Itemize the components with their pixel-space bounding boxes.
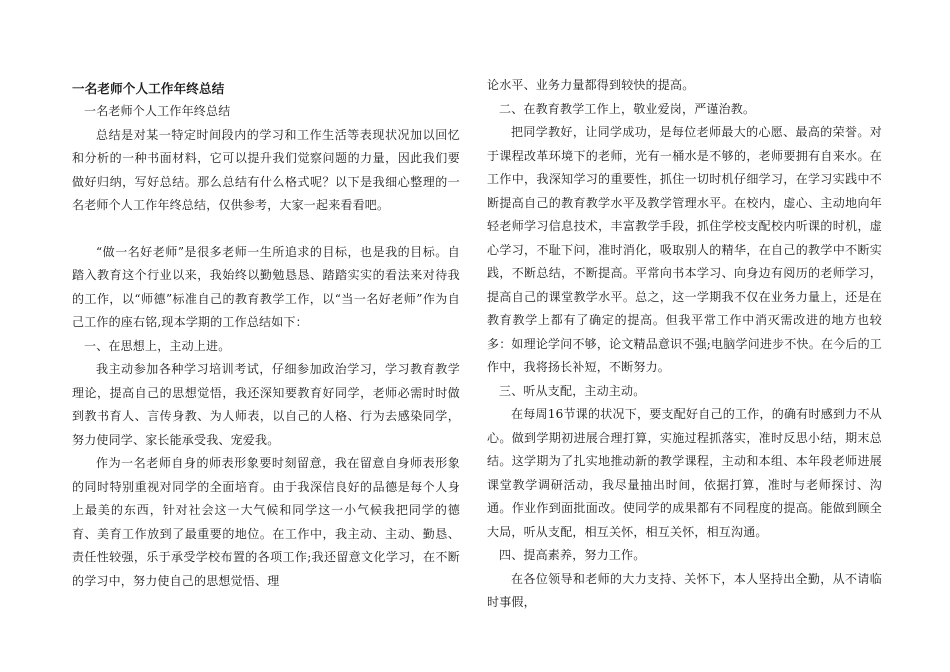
section-heading: 二、在教育教学工作上，敬业爱岗，严谨治教。 bbox=[499, 101, 756, 116]
body-paragraph: 把同学教好，让同学成功，是每位老师最大的心愿、最高的荣誉。对于课程改革环境下的老师，光有一桶水是不够的，老师要拥有自来水。在工作中，我深知学习的重要性，抓住一切时机仔细学习，在学习实践中不断提高自己的教育教学水平及教学管理水平。在校内，虚心、主动地向年轻老师学习信息技术，丰富教学手段，抓住学校支配校内听课的时机，虚心学习，不耻下问，准时消化，吸取别人的精华，在自己的教学中不断实践，不断总结，不断提高。平常向书本学习、向身边有阅历的老师学习，提高自己的课堂教学水平。总之，这一学期我不仅在业务力量上，还是在教育教学上都有了确定的提高。但我平常工作中消灭需改进的地方也较多：如理论学问不够，论文精品意识不强;电脑学问进步不快。在今后的工作中，我将扬长补短，不断努力。 bbox=[487, 125, 882, 374]
paragraph-gap bbox=[72, 218, 460, 241]
right-column bbox=[487, 74, 882, 615]
body-paragraph: 作为一名老师自身的师表形象要时刻留意，我在留意自身师表形象的同时特别重视对同学的全面培育。由于我深信良好的品德是每个人身上最美的东西，针对社会这一大气候和同学这一小气候我把同学的德育、美育工作放到了最重要的地位。在工作中，我主动、主动、勤恳、责任性较强，乐于承受学校布置的各项工作;我还留意文化学习，在不断的学习中，努力使自己的思想觉悟、理 bbox=[72, 456, 460, 588]
body-paragraph: 我主动参加各种学习培训考试，仔细参加政治学习，学习教育教学理论，提高自己的思想觉悟，我还深知要教育好同学，老师必需时时做到教书育人、言传身教、为人师表，以自己的人格、行为去感染同学，努力使同学、家长能承受我、宠爱我。 bbox=[72, 362, 460, 447]
intro-paragraph: 总结是对某一特定时间段内的学习和工作生活等表现状况加以回忆和分析的一种书面材料，它可以提升我们觉察问题的力量，因此我们要做好归纳，写好总结。那么总结有什么格式呢？以下是我细心整理的一名老师个人工作年终总结，仅供参考，大家一起来看看吧。 bbox=[72, 127, 460, 212]
left-column bbox=[72, 74, 460, 593]
body-paragraph: 在各位领导和老师的大力支持、关怀下，本人坚持出全勤，从不请临时事假， bbox=[487, 571, 882, 609]
document-subtitle: 一名老师个人工作年终总结 bbox=[84, 104, 231, 118]
continued-paragraph: 论水平、业务力量都得到较快的提高。 bbox=[487, 78, 695, 92]
section-heading: 三、听从支配，主动主动。 bbox=[499, 383, 646, 398]
body-paragraph: 在每周16节课的状况下，要支配好自己的工作，的确有时感到力不从心。做到学期初进展合理打算，实施过程抓落实，准时反思小结，期末总结。这学期为了扎实地推动新的教学课程，主动和本组、本年段老师进展课堂教学调研活动，我尽量抽出时间，依据打算，准时与老师探讨、沟通。作业作到面批面改。使同学的成果都有不同程度的提高。能做到顾全大局，听从支配，相互关怀，相互关怀，相互沟通。 bbox=[487, 407, 882, 539]
document-title: 一名老师个人工作年终总结 bbox=[72, 81, 225, 96]
section-heading: 四、提高素养，努力工作。 bbox=[499, 548, 646, 562]
section-heading: 一、在思想上，主动上进。 bbox=[84, 338, 231, 353]
body-paragraph: “做一名好老师”是很多老师一生所追求的目标，也是我的目标。自踏入教育这个行业以来，我始终以勤勉恳恳、踏踏实实的看法来对待我的工作，以“师德”标准自己的教育教学工作，以“当一名好老师”作为自己工作的座右铭,现本学期的工作总结如下： bbox=[72, 244, 460, 329]
